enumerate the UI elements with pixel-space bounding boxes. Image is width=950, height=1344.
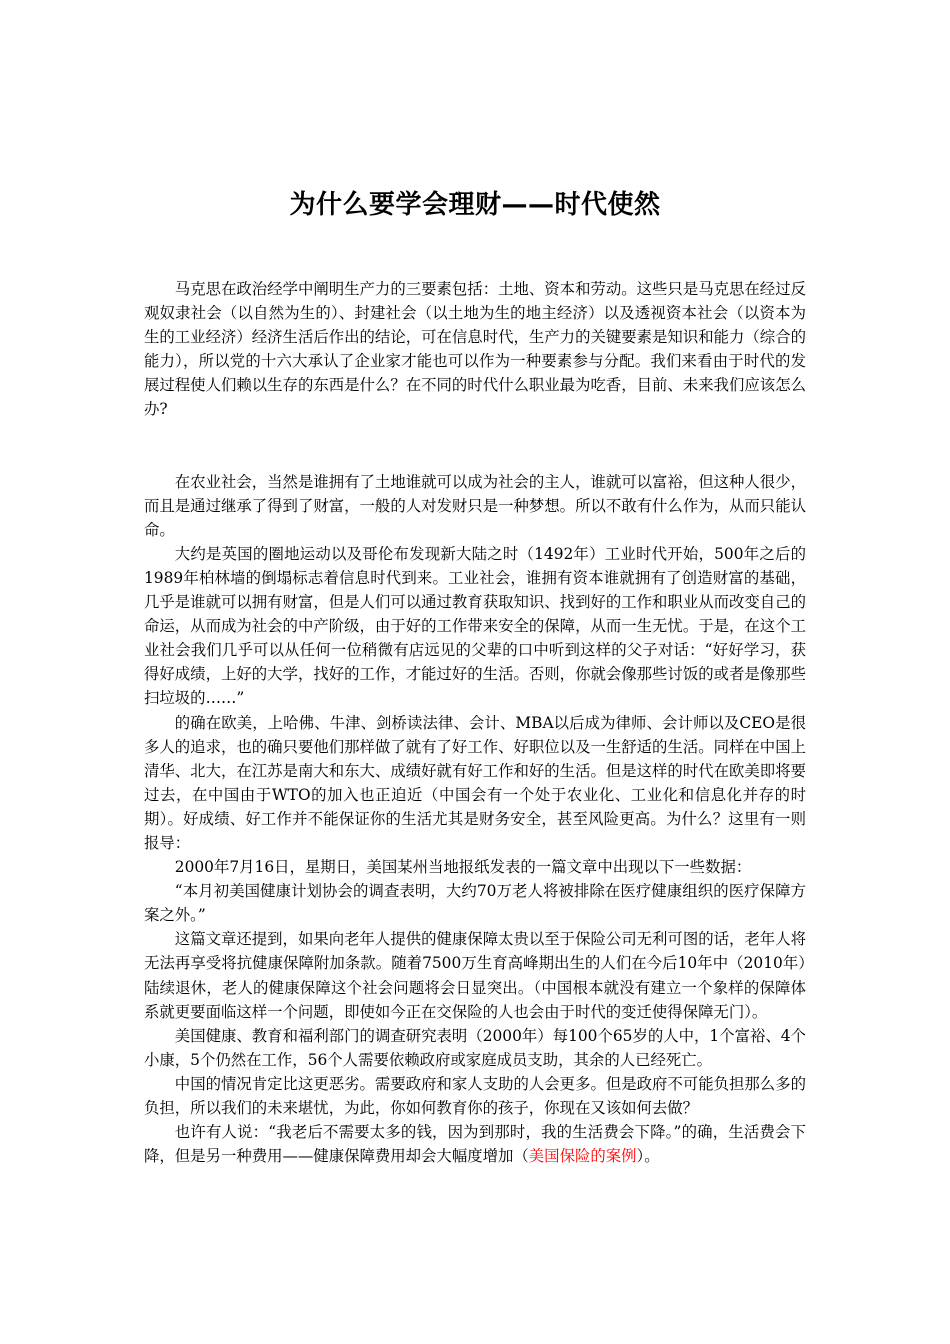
paragraph-3: 大约是英国的圈地运动以及哥伦布发现新大陆之时（1492年）工业时代开始，500年之后的1989年柏林墙的倒塌标志着信息时代到来。工业社会，谁拥有资本谁就拥有了创造财富的基础，几乎是谁就可以拥有财富，但是人们可以通过教育获取知识、找到好的工作和职业从而改变自己的命运，从而成为社会的中产阶级，由于好的工作带来安全的保障，从而一生无忧。于是，在这个工业社会我们几乎可以从任何一位稍微有店远见的父辈的口中听到这样的父子对话：“好好学习，获得好成绩，上好的大学，找好的工作，才能过好的生活。否则，你就会像那些讨饭的或者是像那些扫垃圾的……” bbox=[144, 544, 806, 708]
paragraph-10-end: ）。 bbox=[636, 1147, 660, 1166]
paragraph-7: 这篇文章还提到，如果向老年人提供的健康保障太贵以至于保险公司无利可图的话，老年人将无法再享受将抗健康保障附加条款。随着7500万生育高峰期出生的人们在今后10年中（2010年）陆续退休，老人的健康保障这个社会问题将会日显突出。（中国根本就没有建立一个象样的保障体系就更要面临这样一个问题，即使如今正在交保险的人也会由于时代的变迁使得保障无门）。 bbox=[144, 930, 806, 1021]
paragraph-5: 2000年7月16日，星期日，美国某州当地报纸发表的一篇文章中出现以下一些数据： bbox=[174, 858, 752, 877]
paragraph-2: 在农业社会，当然是谁拥有了土地谁就可以成为社会的主人，谁就可以富裕，但这种人很少，而且是通过继承了得到了财富，一般的人对发财只是一种梦想。所以不敢有什么作为，从而只能认命。 bbox=[144, 472, 806, 539]
paragraph-1: 马克思在政治经学中阐明生产力的三要素包括：土地、资本和劳动。这些只是马克思在经过反观奴隶社会（以自然为生的）、封建社会（以土地为生的地主经济）以及透视资本社会（以资本为生的工业经济）经济生活后作出的结论，可在信息时代，生产力的关键要素是知识和能力（综合的能力），所以党的十六大承认了企业家才能也可以作为一种要素参与分配。我们来看由于时代的发展过程使人们赖以生存的东西是什么？在不同的时代什么职业最为吃香，目前、未来我们应该怎么办? bbox=[144, 280, 806, 419]
insurance-case-link[interactable]: 美国保险的案例 bbox=[528, 1147, 637, 1166]
document-body bbox=[144, 277, 806, 1168]
paragraph-spacer bbox=[144, 446, 806, 470]
paragraph-10 bbox=[144, 1120, 806, 1168]
paragraph-10-text: 也许有人说：“我老后不需要太多的钱，因为到那时，我的生活费会下降。”的确，生活费会下降，但是另一种费用——健康保障费用却会大幅度增加（ bbox=[144, 1123, 806, 1166]
paragraph-6: “本月初美国健康计划协会的调查表明，大约70万老人将被排除在医疗健康组织的医疗保障方案之外。” bbox=[144, 882, 806, 925]
paragraph-spacer bbox=[144, 422, 806, 446]
paragraph-8: 美国健康、教育和福利部门的调查研究表明（2000年）每100个65岁的人中，1个富裕、4个小康，5个仍然在工作，56个人需要依赖政府或家庭成员支助，其余的人已经死亡。 bbox=[144, 1026, 806, 1069]
document-title: 为什么要学会理财——时代使然 bbox=[289, 190, 661, 220]
paragraph-4: 的确在欧美，上哈佛、牛津、剑桥读法律、会计、MBA以后成为律师、会计师以及CEO是很多人的追求，也的确只要他们那样做了就有了好工作、好职位以及一生舒适的生活。同样在中国上清华、北大，在江苏是南大和东大、成绩好就有好工作和好的生活。但是这样的时代在欧美即将要过去，在中国由于WTO的加入也正迫近（中国会有一个处于农业化、工业化和信息化并存的时期）。好成绩、好工作并不能保证你的生活尤其是财务安全，甚至风险更高。为什么？这里有一则报导： bbox=[144, 713, 806, 852]
paragraph-9: 中国的情况肯定比这更恶劣。需要政府和家人支助的人会更多。但是政府不可能负担那么多的负担，所以我们的未来堪忧，为此，你如何教育你的孩子，你现在又该如何去做？ bbox=[144, 1074, 806, 1117]
